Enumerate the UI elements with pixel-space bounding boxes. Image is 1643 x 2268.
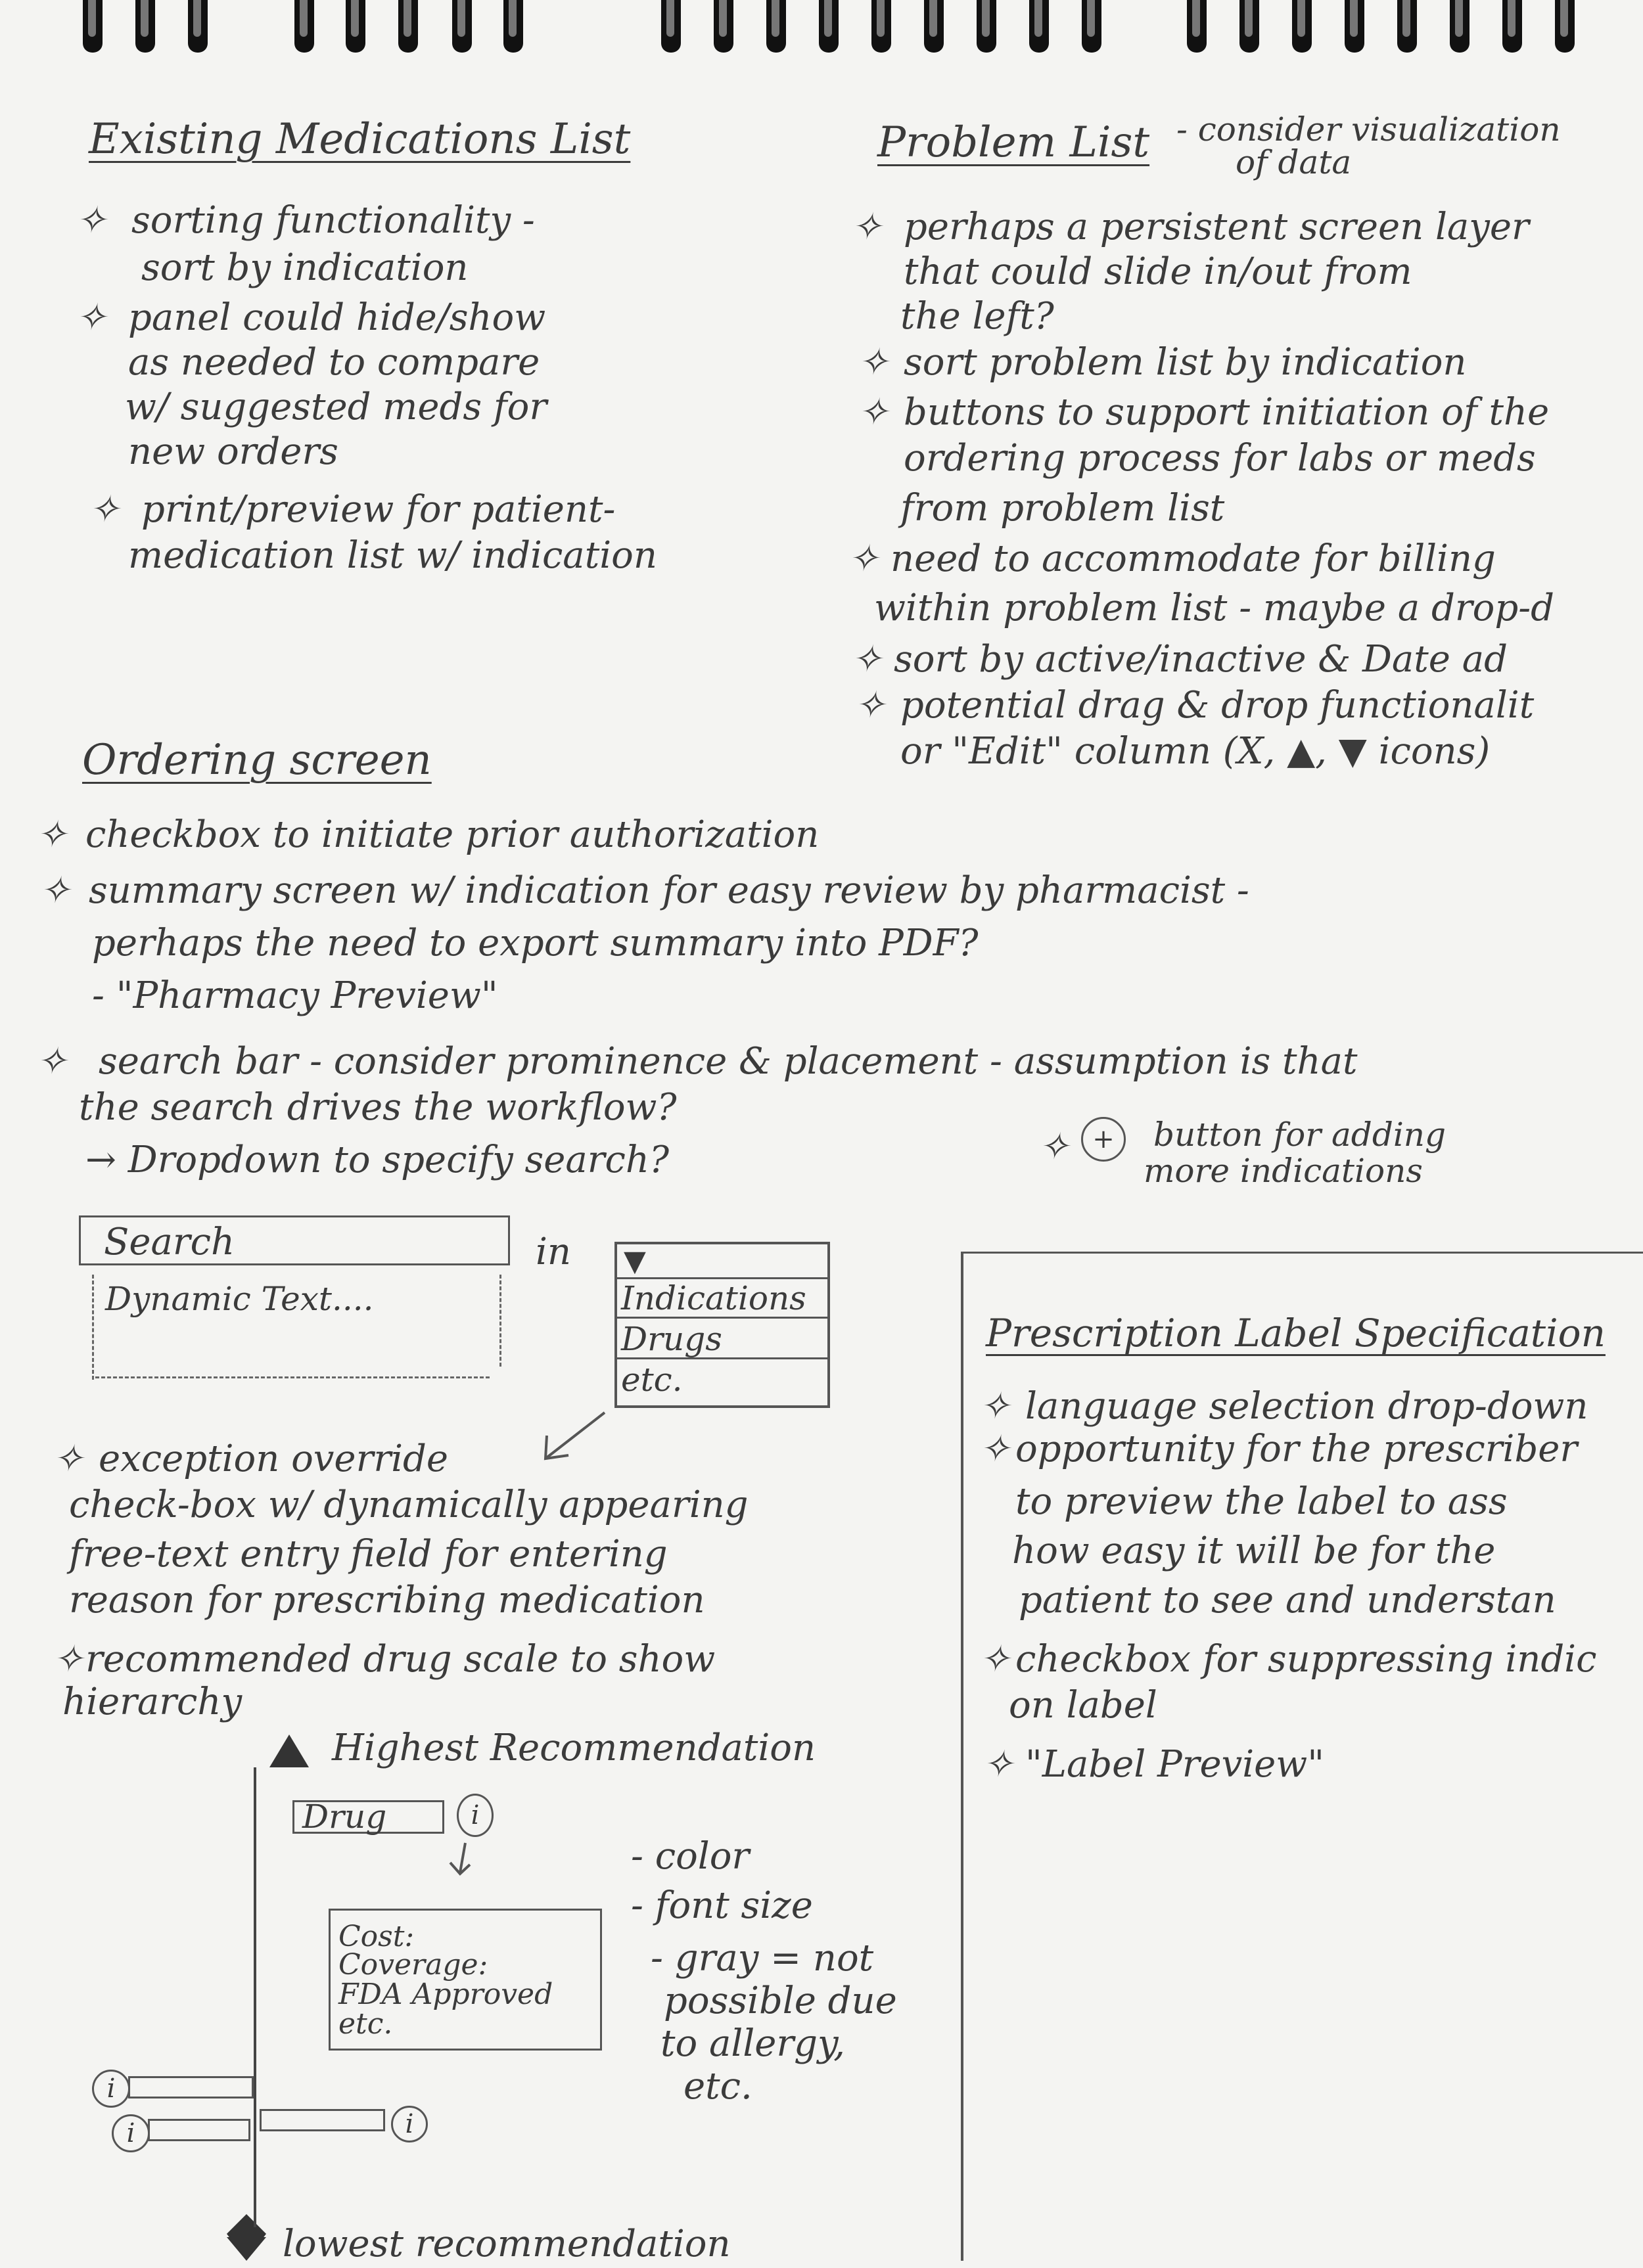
existing-meds-note: print/preview for patient- <box>141 488 616 531</box>
bullet-icon: ✧ <box>851 206 882 248</box>
existing-meds-note: sorting functionality - <box>131 199 535 242</box>
exception-note: reason for prescribing medication <box>69 1579 705 1622</box>
lowest-recommendation-label: lowest recommendation <box>283 2223 731 2265</box>
problem-list-note: perhaps a persistent screen layer <box>904 206 1529 248</box>
existing-meds-note: medication list w/ indication <box>128 534 657 577</box>
ordering-note: more indications <box>1144 1152 1423 1190</box>
scale-note: possible due <box>664 1980 897 2022</box>
problem-list-note: ordering process for labs or meds <box>904 437 1536 480</box>
section-border <box>963 1252 1643 1254</box>
existing-meds-note: new orders <box>128 430 338 473</box>
problem-list-note: that could slide in/out from <box>904 250 1412 293</box>
bullet-icon: ✧ <box>53 1638 83 1681</box>
drug-tag-label: Drug <box>302 1798 387 1836</box>
details-line: Cost: <box>338 1920 415 1953</box>
existing-meds-title: Existing Medications List <box>89 115 631 164</box>
rx-label-note: opportunity for the prescriber <box>1015 1428 1578 1470</box>
problem-list-note: potential drag & drop functionalit <box>900 684 1535 727</box>
problem-list-note: buttons to support initiation of the <box>904 391 1550 434</box>
rx-label-note: "Label Preview" <box>1025 1743 1324 1786</box>
details-line: Coverage: <box>338 1948 488 1982</box>
info-icon: i <box>112 2114 150 2152</box>
scale-note: - color <box>631 1835 750 1878</box>
problem-list-note: sort by active/inactive & Date ad <box>894 638 1508 681</box>
ordering-note: → Dropdown to specify search? <box>85 1139 669 1181</box>
bullet-icon: ✧ <box>76 199 106 242</box>
dropdown-option-label: etc. <box>621 1361 683 1399</box>
bullet-icon: ✧ <box>39 869 70 912</box>
section-border <box>961 1252 963 2261</box>
problem-list-title: Problem List <box>877 118 1150 167</box>
chevron-down-icon: ▼ <box>624 1244 646 1278</box>
bullet-icon: ✧ <box>854 684 885 727</box>
existing-meds-note: sort by indication <box>141 246 469 289</box>
highest-recommendation-label: Highest Recommendation <box>332 1727 816 1769</box>
bullet-icon: ✧ <box>36 813 67 856</box>
ordering-note: checkbox to initiate prior authorization <box>85 813 820 856</box>
drug-tag-sketch <box>148 2119 250 2141</box>
exception-note: recommended drug scale to show <box>85 1638 716 1681</box>
exception-note: exception override <box>99 1438 448 1480</box>
bullet-icon: ✧ <box>76 296 106 339</box>
ordering-note: search bar - consider prominence & placement - assumption is that <box>99 1040 1358 1083</box>
search-bar-label: Search <box>104 1221 235 1263</box>
drug-tag-sketch <box>260 2109 385 2131</box>
drug-tag-sketch <box>128 2076 254 2098</box>
existing-meds-note: w/ suggested meds for <box>125 386 547 428</box>
rx-label-note: how easy it will be for the <box>1012 1530 1496 1572</box>
dynamic-text-label: Dynamic Text.... <box>105 1280 374 1318</box>
existing-meds-note: panel could hide/show <box>128 296 546 339</box>
problem-list-note: from problem list <box>900 487 1225 530</box>
bullet-icon: ✧ <box>89 488 120 531</box>
ordering-title: Ordering screen <box>82 736 432 784</box>
ordering-note: button for adding <box>1153 1116 1446 1154</box>
rx-label-note: checkbox for suppressing indic <box>1015 1638 1597 1681</box>
rx-label-note: language selection drop-down <box>1025 1385 1588 1428</box>
scale-note: - font size <box>631 1884 813 1927</box>
exception-note: hierarchy <box>62 1681 243 1723</box>
problem-list-note: need to accommodate for billing <box>891 537 1496 580</box>
rx-label-title: Prescription Label Specification <box>986 1311 1606 1355</box>
bullet-icon: ✧ <box>858 341 889 384</box>
ordering-note: the search drives the workflow? <box>79 1086 677 1129</box>
bullet-icon: ✧ <box>53 1438 83 1480</box>
problem-list-note: or "Edit" column (X, ▲, ▼ icons) <box>900 730 1491 773</box>
exception-note: free-text entry field for entering <box>69 1533 668 1576</box>
plus-button-sketch: + <box>1081 1117 1126 1162</box>
scale-note: - gray = not <box>651 1937 874 1980</box>
rx-label-note: on label <box>1009 1684 1157 1727</box>
bullet-icon: ✧ <box>851 638 882 681</box>
problem-list-note: within problem list - maybe a drop-d <box>874 587 1554 629</box>
bullet-icon: ✧ <box>858 391 889 434</box>
dropdown-option-label: Drugs <box>621 1320 722 1358</box>
drug-details-popover-sketch <box>329 1909 602 2051</box>
existing-meds-note: as needed to compare <box>128 341 540 384</box>
bullet-icon: ✧ <box>36 1040 67 1083</box>
scale-note: to allergy, <box>660 2022 845 2065</box>
info-icon: i <box>391 2106 428 2143</box>
exception-note: check-box w/ dynamically appearing <box>69 1484 749 1526</box>
bullet-icon: ✧ <box>848 537 879 580</box>
details-line: FDA Approved <box>338 1978 553 2011</box>
problem-list-aside: - consider visualization <box>1176 110 1561 148</box>
bullet-icon: ✧ <box>979 1385 1010 1428</box>
ordering-note: summary screen w/ indication for easy review by pharmacist - <box>89 869 1249 912</box>
dropdown-option-label: Indications <box>621 1279 806 1317</box>
rx-label-note: patient to see and understan <box>1019 1579 1556 1622</box>
bullet-icon: ✧ <box>979 1638 1010 1681</box>
ordering-note: - "Pharmacy Preview" <box>92 974 498 1017</box>
in-label: in <box>536 1231 571 1273</box>
bullet-icon: ✧ <box>979 1428 1010 1470</box>
problem-list-note: sort problem list by indication <box>904 341 1467 384</box>
details-line: etc. <box>338 2007 393 2041</box>
problem-list-aside: of data <box>1236 143 1352 181</box>
scale-note: etc. <box>683 2065 752 2108</box>
bullet-icon: ✧ <box>983 1743 1013 1786</box>
info-icon: i <box>92 2070 130 2108</box>
bullet-icon: ✧ <box>1038 1125 1069 1168</box>
ordering-note: perhaps the need to export summary into PDF? <box>92 922 979 964</box>
info-icon: i <box>457 1794 494 1837</box>
rx-label-note: to preview the label to ass <box>1015 1480 1508 1523</box>
problem-list-note: the left? <box>900 295 1054 338</box>
